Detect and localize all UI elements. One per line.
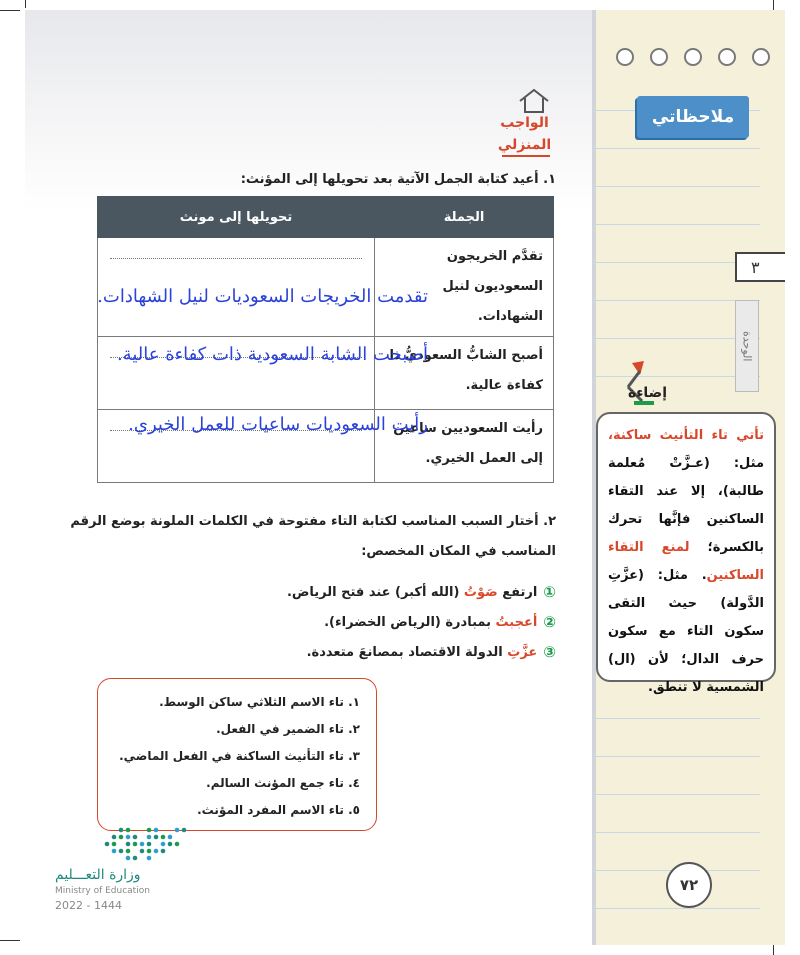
house-icon: [517, 88, 551, 114]
tip-text-segment: تأتي تاء التأنيث ساكنة،: [608, 428, 764, 443]
item-text-after: (الله أكبر) عند فتح الرياض.: [286, 584, 464, 600]
exercise2-item: [287, 583, 556, 601]
tip-text-segment: مثل: (عـزَّتْ مُعلمة طالبة)، إلا عند التقاء الساكنين فإنَّها تحرك بالكسرة؛: [608, 456, 765, 555]
item-number-marker[interactable]: ①: [543, 583, 556, 601]
logo-dot: [154, 849, 159, 854]
binder-ring: [752, 48, 770, 66]
item-number-marker[interactable]: ③: [543, 643, 556, 661]
tip-label: إضاءة: [628, 385, 668, 401]
logo-dot: [161, 835, 166, 840]
logo-dot: [119, 849, 124, 854]
logo-dot: [147, 856, 152, 861]
logo-dot: [133, 842, 138, 847]
homework-underline: [502, 155, 550, 157]
logo-dot: [112, 835, 117, 840]
logo-dot: [119, 828, 124, 833]
highlighted-word: صَوْتُ: [463, 584, 498, 600]
notes-rule-line: [595, 224, 760, 225]
publication-year: 2022 - 1444: [55, 899, 122, 912]
ministry-logo-icon: [102, 825, 194, 865]
crop-mark: [25, 0, 26, 8]
handwritten-answer: رأيت السعوديات ساعيات للعمل الخيري.: [128, 414, 428, 435]
binder-ring: [616, 48, 634, 66]
logo-dot: [119, 835, 124, 840]
logo-dot: [175, 828, 180, 833]
homework-title: [497, 112, 552, 156]
binder-ring: [718, 48, 736, 66]
item-text-after: بمبادرة (الرياض الخضراء).: [324, 614, 496, 630]
crop-mark: [0, 940, 20, 941]
logo-dot: [112, 849, 117, 854]
logo-dot: [154, 835, 159, 840]
item-number-marker[interactable]: ②: [543, 613, 556, 631]
tip-box: [596, 412, 776, 695]
logo-dot: [133, 835, 138, 840]
logo-dot: [140, 849, 145, 854]
ministry-name-english: Ministry of Education: [55, 886, 150, 896]
reasons-box: [97, 678, 377, 831]
logo-dot: [147, 842, 152, 847]
reason-item: ٢. تاء الضمير في الفعل.: [216, 722, 360, 736]
highlighted-word: أعجبتُ: [495, 614, 538, 630]
item-text-before: ارتفع: [497, 584, 538, 600]
logo-dot: [168, 842, 173, 847]
logo-dot: [126, 856, 131, 861]
binder-ring: [684, 48, 702, 66]
conversion-table: [97, 196, 554, 483]
notes-rule-line: [595, 186, 760, 187]
exercise2-item: [307, 643, 556, 661]
notes-rule-line: [595, 832, 760, 833]
reason-item: ٥. تاء الاسم المفرد المؤنث.: [197, 803, 360, 817]
logo-dot: [126, 849, 131, 854]
tip-text-segment: لمنع التقاء الساكنين: [608, 540, 764, 583]
chapter-tab: الوحدة: [735, 300, 759, 392]
page-number: ٧٢: [666, 862, 712, 908]
logo-dot: [161, 842, 166, 847]
sentence-cell: رأيت السعوديين ساعين إلى العمل الخيري.: [375, 410, 554, 483]
item-text: [324, 615, 537, 630]
item-text: [307, 645, 538, 660]
logo-dot: [175, 842, 180, 847]
item-text: [287, 585, 537, 600]
logo-dot: [147, 849, 152, 854]
logo-dot: [140, 842, 145, 847]
binder-ring: [650, 48, 668, 66]
logo-dot: [105, 842, 110, 847]
logo-dot: [154, 828, 159, 833]
lesson-number: ٣: [735, 252, 785, 282]
logo-dot: [126, 842, 131, 847]
sentence-cell: تقدَّم الخريجون السعوديون لنيل الشهادات.: [375, 238, 554, 337]
ministry-name-arabic: وزارة التعـــليم: [55, 867, 141, 883]
logo-dot: [126, 835, 131, 840]
logo-dot: [147, 828, 152, 833]
column-header-sentence: الجملة: [375, 197, 554, 238]
item-text-after: الدولة الاقتصاد بمصانعَ متعددة.: [306, 644, 508, 660]
handwritten-answer: تقدمت الخريجات السعوديات لنيل الشهادات.: [97, 286, 428, 307]
logo-dot: [147, 835, 152, 840]
reason-item: ١. تاء الاسم الثلاثي ساكن الوسط.: [159, 695, 360, 709]
notes-rule-line: [595, 718, 760, 719]
notes-rule-line: [595, 794, 760, 795]
handwritten-answer: أصبحت الشابة السعودية ذات كفاءة عالية.: [116, 344, 428, 365]
homework-title-line1: الواجب: [500, 115, 549, 131]
exercise1-instruction: ١. أعيد كتابة الجمل الآتية بعد تحويلها إلى المؤنث:: [240, 172, 556, 187]
table-header-row: [98, 197, 554, 238]
logo-dot: [168, 835, 173, 840]
exercise2-instruction: ٢. أختار السبب المناسب لكتابة التاء مفتوحة في الكلمات الملونة بوضع الرقم المناسب في المكان المخصص:: [70, 514, 556, 559]
notes-rule-line: [595, 148, 760, 149]
homework-title-line2: المنزلي: [497, 137, 552, 153]
reason-item: ٣. تاء التأنيث الساكنة في الفعل الماضي.: [119, 749, 360, 763]
logo-dot: [112, 842, 117, 847]
notes-rule-line: [595, 908, 760, 909]
highlighted-word: عزَّتِ: [507, 644, 538, 660]
logo-dot: [126, 828, 131, 833]
sentence-cell: أصبح الشابُّ السعوديُّ ذا كفاءة عالية.: [375, 337, 554, 410]
notes-rule-line: [595, 756, 760, 757]
logo-dot: [161, 849, 166, 854]
exercise2-item: [324, 613, 556, 631]
tip-text-segment: . مثل: (عزَّتِ الدَّولة) حيث التقى سكون التاء مع سكون حرف الدال؛ لأن (ال) الشمسية لا تنطق.: [608, 568, 764, 695]
column-header-conversion: تحويلها إلى مونث: [98, 197, 375, 238]
crop-mark: [0, 10, 20, 11]
reason-item: ٤. تاء جمع المؤنث السالم.: [206, 776, 360, 790]
logo-dot: [182, 828, 187, 833]
logo-dot: [133, 856, 138, 861]
notes-title: ملاحظاتي: [637, 96, 749, 138]
